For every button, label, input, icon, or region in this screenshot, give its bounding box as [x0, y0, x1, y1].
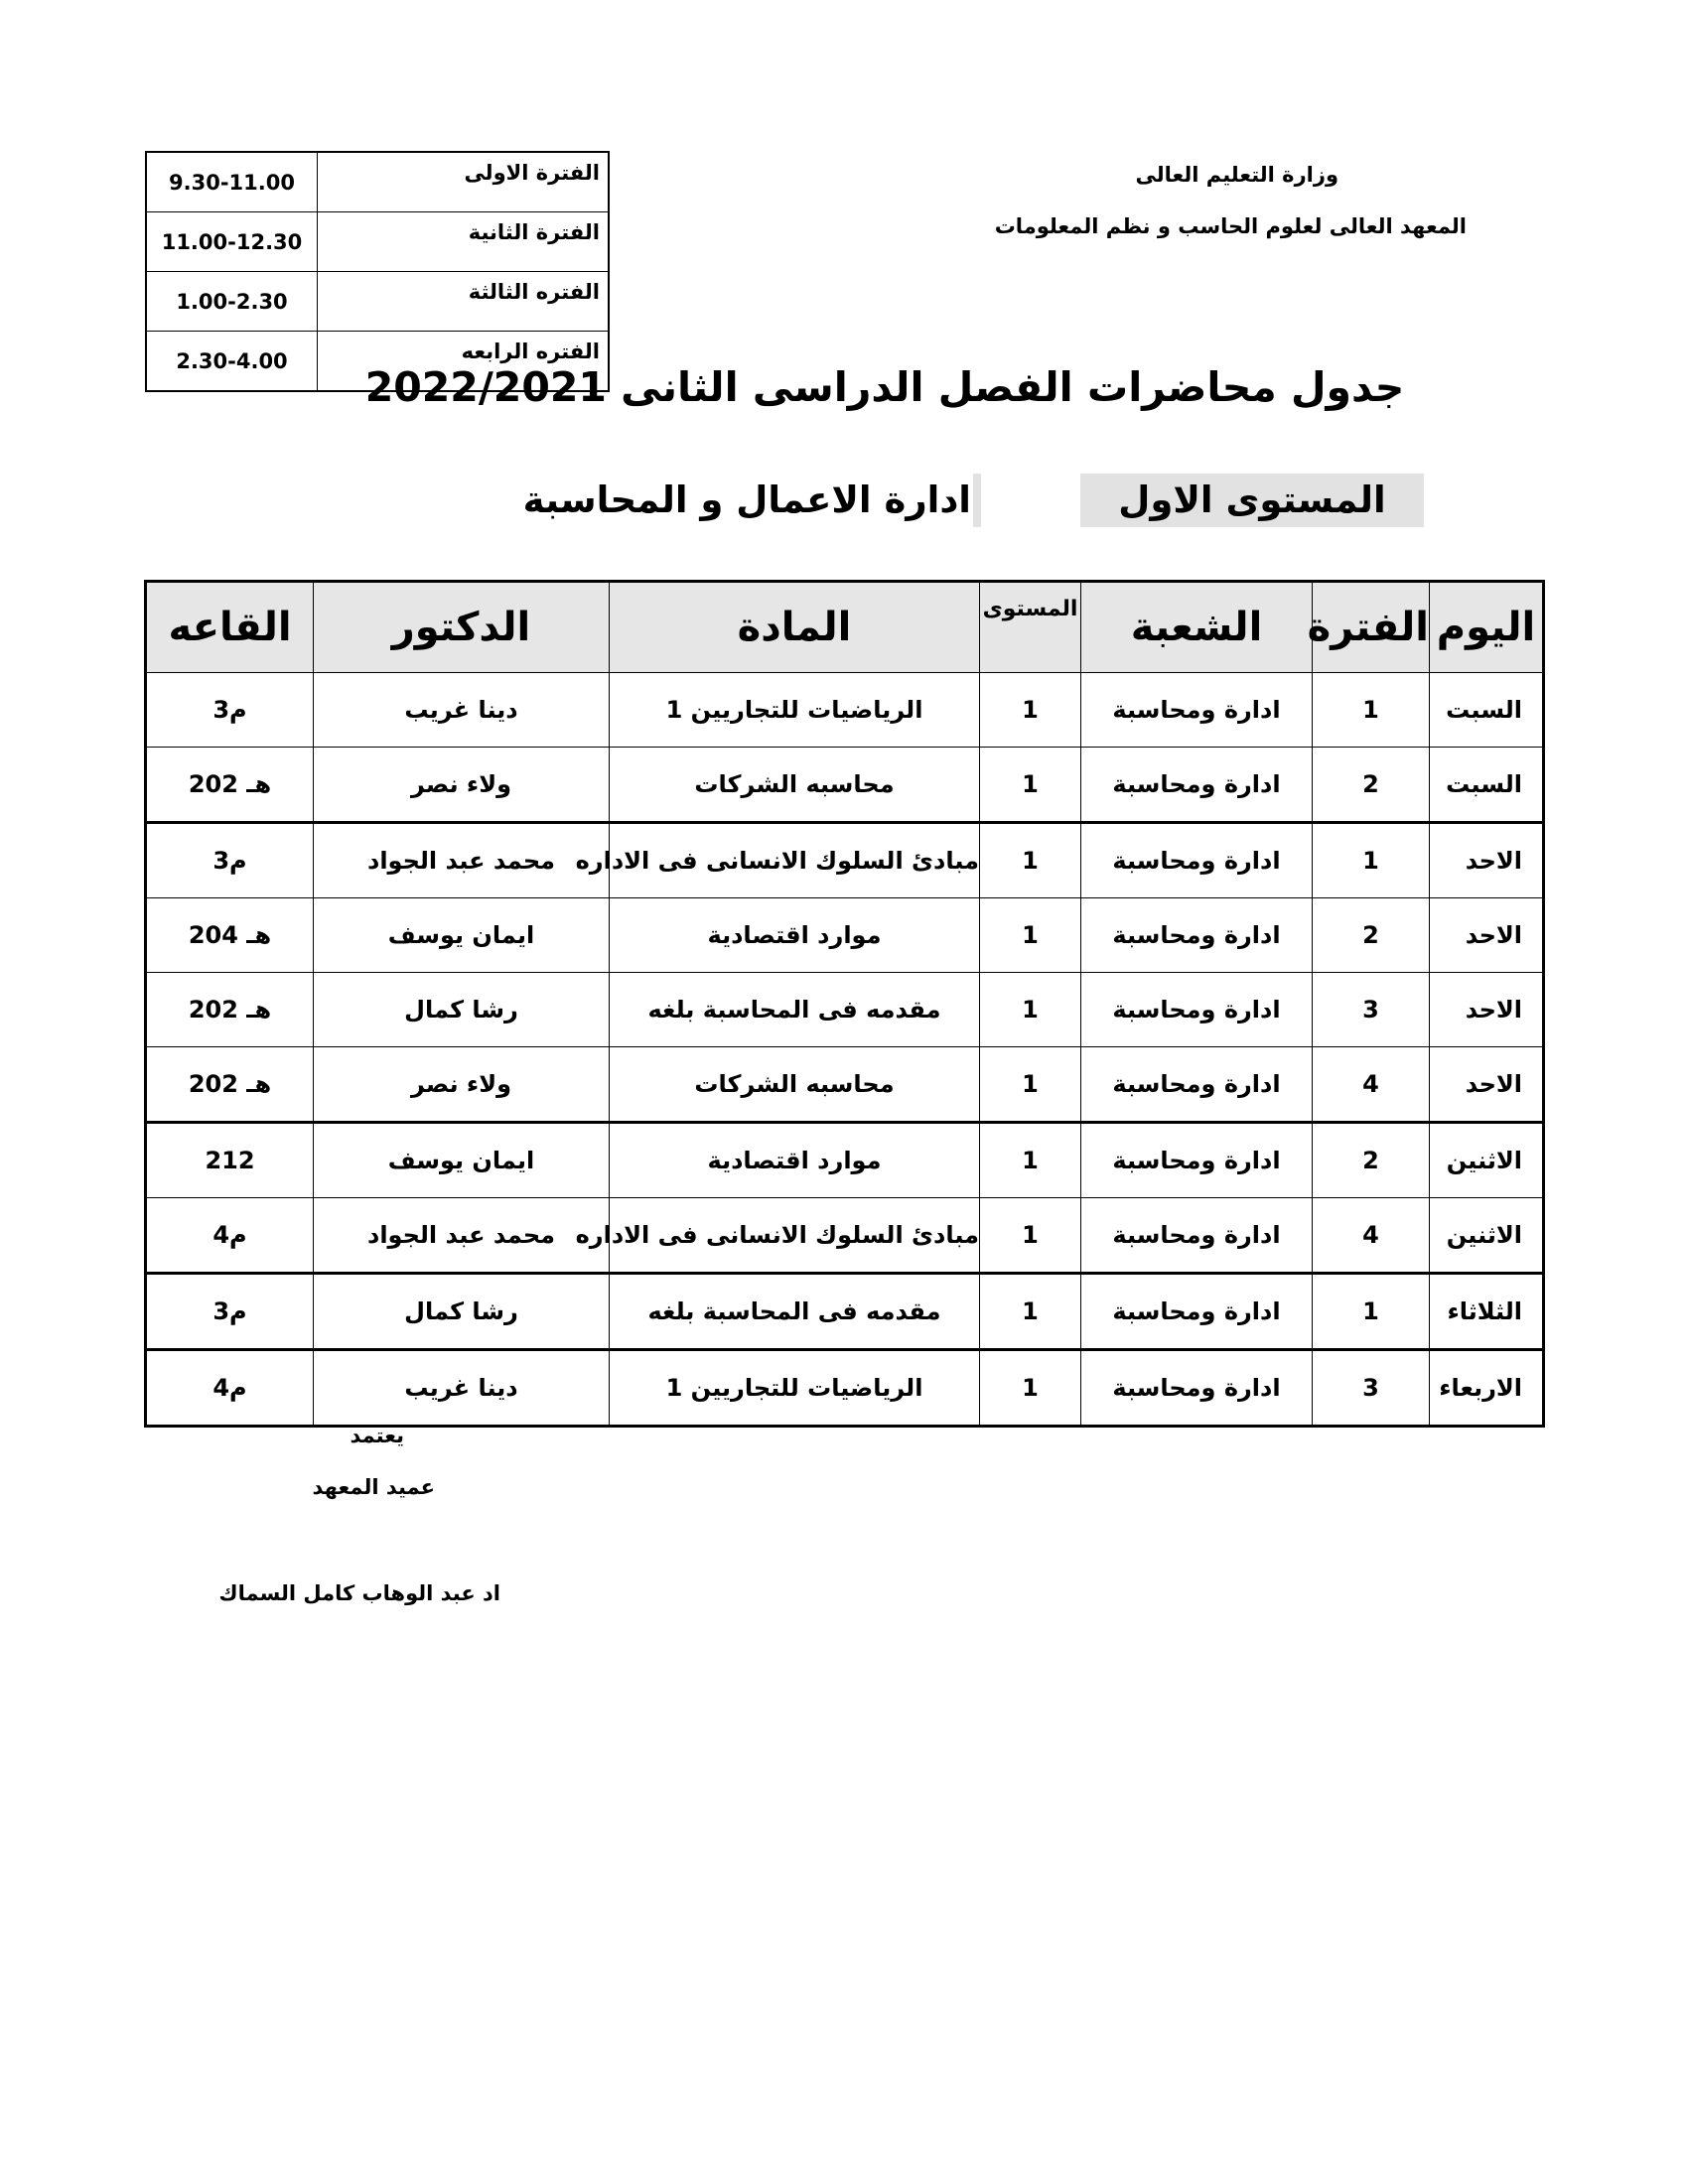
cell-section: ادارة ومحاسبة — [1081, 1350, 1313, 1427]
level-label: المستوى الاول — [1080, 474, 1424, 527]
header-doctor: الدكتور — [314, 582, 610, 673]
cell-section: ادارة ومحاسبة — [1081, 673, 1313, 748]
cell-hall: م4 — [146, 1198, 314, 1274]
cell-doctor: دينا غريب — [314, 673, 610, 748]
cell-subject: الرياضيات للتجاريين 1 — [610, 1350, 980, 1427]
cell-level: 1 — [980, 1123, 1081, 1198]
table-row — [146, 673, 1544, 748]
cell-day: الاثنين — [1430, 1198, 1544, 1274]
cell-subject: مقدمه فى المحاسبة بلغه — [610, 973, 980, 1047]
table-header-row — [146, 582, 1544, 673]
period-time: 1.00-2.30 — [146, 272, 318, 332]
cell-section: ادارة ومحاسبة — [1081, 1198, 1313, 1274]
header-hall: القاعه — [146, 582, 314, 673]
cell-period: 2 — [1313, 748, 1430, 823]
cell-day: الاحد — [1430, 1047, 1544, 1123]
cell-day: السبت — [1430, 748, 1544, 823]
header-subject: المادة — [610, 582, 980, 673]
header-section: الشعبة — [1081, 582, 1313, 673]
cell-subject: موارد اقتصادية — [610, 1123, 980, 1198]
cell-day: الاحد — [1430, 973, 1544, 1047]
header-day: اليوم — [1430, 582, 1544, 673]
cell-period: 1 — [1313, 673, 1430, 748]
table-row — [146, 748, 1544, 823]
cell-hall: م3 — [146, 823, 314, 898]
cell-doctor: رشا كمال — [314, 973, 610, 1047]
cell-hall: هـ 204 — [146, 898, 314, 973]
cell-hall: م3 — [146, 673, 314, 748]
cell-section: ادارة ومحاسبة — [1081, 748, 1313, 823]
institute-name: المعهد العالى لعلوم الحاسب و نظم المعلومات — [994, 214, 1467, 238]
cell-subject: مبادئ السلوك الانسانى فى الاداره — [610, 1198, 980, 1274]
cell-day: الثلاثاء — [1430, 1274, 1544, 1350]
cell-period: 2 — [1313, 1123, 1430, 1198]
cell-level: 1 — [980, 1274, 1081, 1350]
page-title: جدول محاضرات الفصل الدراسى الثانى 2022/2021 — [364, 363, 1405, 411]
cell-doctor: ايمان يوسف — [314, 1123, 610, 1198]
cell-doctor: ولاء نصر — [314, 748, 610, 823]
cell-day: الاربعاء — [1430, 1350, 1544, 1427]
cell-section: ادارة ومحاسبة — [1081, 1274, 1313, 1350]
cell-day: الاحد — [1430, 898, 1544, 973]
cell-doctor: ولاء نصر — [314, 1047, 610, 1123]
cell-section: ادارة ومحاسبة — [1081, 973, 1313, 1047]
cell-period: 1 — [1313, 823, 1430, 898]
cell-level: 1 — [980, 898, 1081, 973]
cell-hall: م3 — [146, 1274, 314, 1350]
cell-hall: هـ 202 — [146, 1047, 314, 1123]
cell-hall: هـ 202 — [146, 973, 314, 1047]
table-row — [146, 898, 1544, 973]
period-name: الفترة الثانية — [318, 212, 610, 272]
cell-subject: محاسبه الشركات — [610, 748, 980, 823]
table-row — [146, 1350, 1544, 1427]
cell-hall: هـ 202 — [146, 748, 314, 823]
cell-subject: موارد اقتصادية — [610, 898, 980, 973]
cell-hall: م4 — [146, 1350, 314, 1427]
cell-doctor: دينا غريب — [314, 1350, 610, 1427]
table-row — [146, 823, 1544, 898]
cell-subject: الرياضيات للتجاريين 1 — [610, 673, 980, 748]
dean-name: اد عبد الوهاب كامل السماك — [218, 1581, 500, 1605]
table-row — [146, 1047, 1544, 1123]
cell-level: 1 — [980, 973, 1081, 1047]
cell-section: ادارة ومحاسبة — [1081, 823, 1313, 898]
cell-section: ادارة ومحاسبة — [1081, 898, 1313, 973]
cell-level: 1 — [980, 1198, 1081, 1274]
cell-period: 3 — [1313, 973, 1430, 1047]
period-name: الفتره الثالثة — [318, 272, 610, 332]
header-period: الفترة — [1313, 582, 1430, 673]
cell-day: الاحد — [1430, 823, 1544, 898]
cell-hall: 212 — [146, 1123, 314, 1198]
cell-doctor: محمد عبد الجواد — [314, 823, 610, 898]
approve-label: يعتمد — [350, 1424, 404, 1447]
period-name: الفتره الرابعه — [318, 332, 610, 392]
period-row — [146, 212, 609, 272]
cell-subject: محاسبه الشركات — [610, 1047, 980, 1123]
cell-doctor: رشا كمال — [314, 1274, 610, 1350]
cell-day: الاثنين — [1430, 1123, 1544, 1198]
period-row — [146, 272, 609, 332]
ministry-name: وزارة التعليم العالى — [1135, 163, 1338, 187]
cell-subject: مبادئ السلوك الانسانى فى الاداره — [610, 823, 980, 898]
cell-level: 1 — [980, 748, 1081, 823]
cell-period: 4 — [1313, 1047, 1430, 1123]
table-row — [146, 1274, 1544, 1350]
period-time: 9.30-11.00 — [146, 152, 318, 212]
cell-period: 4 — [1313, 1198, 1430, 1274]
cell-level: 1 — [980, 1350, 1081, 1427]
cell-doctor: ايمان يوسف — [314, 898, 610, 973]
period-name: الفترة الاولى — [318, 152, 610, 212]
table-row — [146, 1198, 1544, 1274]
schedule-table — [144, 580, 1545, 1428]
dean-role: عميد المعهد — [312, 1475, 435, 1499]
cell-level: 1 — [980, 823, 1081, 898]
cell-level: 1 — [980, 1047, 1081, 1123]
cell-level: 1 — [980, 673, 1081, 748]
cell-period: 1 — [1313, 1274, 1430, 1350]
period-time: 11.00-12.30 — [146, 212, 318, 272]
table-row — [146, 973, 1544, 1047]
period-row — [146, 152, 609, 212]
header-level: المستوى — [980, 582, 1081, 673]
cell-period: 2 — [1313, 898, 1430, 973]
cell-doctor: محمد عبد الجواد — [314, 1198, 610, 1274]
cell-section: ادارة ومحاسبة — [1081, 1123, 1313, 1198]
period-time: 2.30-4.00 — [146, 332, 318, 392]
cell-section: ادارة ومحاسبة — [1081, 1047, 1313, 1123]
department-label: ادارة الاعمال و المحاسبة — [586, 474, 981, 527]
periods-table — [145, 151, 610, 392]
table-row — [146, 1123, 1544, 1198]
cell-period: 3 — [1313, 1350, 1430, 1427]
cell-day: السبت — [1430, 673, 1544, 748]
cell-subject: مقدمه فى المحاسبة بلغه — [610, 1274, 980, 1350]
